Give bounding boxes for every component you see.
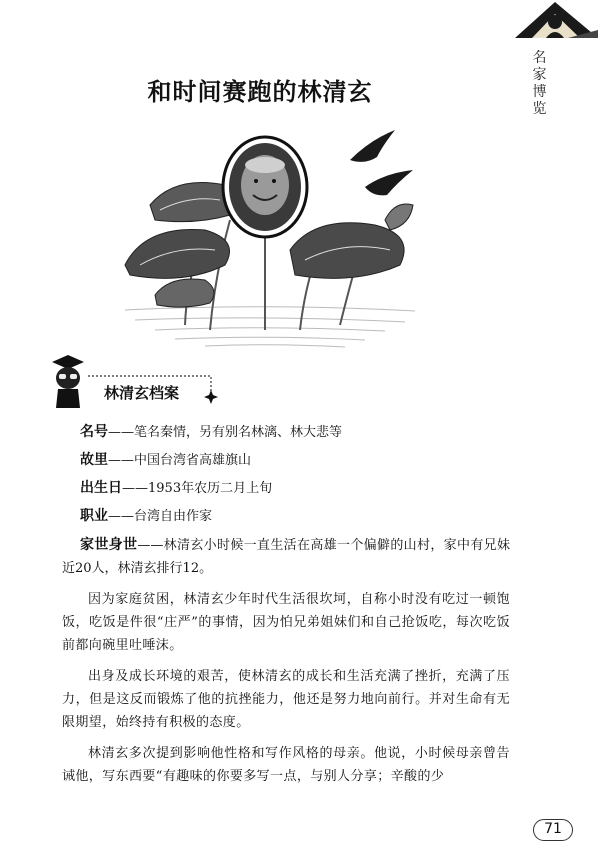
profile-heading: 林清玄档案 [104, 384, 180, 402]
article-body [62, 422, 510, 796]
graduate-mascot-icon [48, 352, 88, 410]
scholar-corner-decoration [510, 0, 600, 40]
page-title: 和时间赛跑的林清玄 [147, 78, 373, 106]
field-value: ——中国台湾省高雄旗山 [108, 453, 252, 468]
lotus-portrait-illustration [115, 125, 420, 350]
page-number: 71 [533, 819, 573, 841]
section-label-char: 博 [532, 84, 548, 100]
body-paragraph: 出身及成长环境的艰苦，使林清玄的成长和生活充满了挫折，充满了压力，但是这反而锻炼了他的抗挫能力，他还是努力地向前行。并对生命有无限期望，始终持有积极的态度。 [62, 669, 510, 730]
field-label: 出生日 [80, 480, 122, 496]
portrait-frame [223, 137, 307, 237]
field-label: 职业 [80, 508, 108, 524]
field-value: ——林清玄小时候一直生活在高雄一个偏僻的山村，家中有兄妹近20人，林清玄排行12。 [62, 538, 510, 576]
section-label-char: 家 [532, 67, 548, 83]
lotus-leaf-small [155, 279, 214, 307]
profile-field-birthdate [80, 478, 510, 499]
four-point-star-icon [204, 390, 218, 404]
lotus-leaf-left-mid [125, 229, 230, 278]
lotus-leaf-right [290, 223, 404, 279]
field-label: 故里 [80, 452, 108, 468]
field-value: ——1953年农历二月上旬 [122, 481, 273, 496]
lotus-flower [385, 204, 413, 230]
profile-field-occupation [80, 506, 510, 527]
profile-field-alias [80, 422, 510, 443]
profile-field-family-background [62, 534, 510, 580]
body-paragraph: 因为家庭贫困，林清玄少年时代生活很坎坷，自称小时没有吃过一顿饱饭，吃饭是件很“庄严”的事情，因为怕兄弟姐妹们和自己抢饭吃，每次吃饭前都向碗里吐唾沫。 [62, 592, 510, 653]
profile-section-header [48, 352, 228, 410]
section-label [525, 50, 555, 118]
body-paragraph: 林清玄多次提到影响他性格和写作风格的母亲。他说，小时候母亲曾告诫他，写东西要“有趣味的你要多写一点，与别人分享；辛酸的少 [62, 746, 510, 784]
profile-field-hometown [80, 450, 510, 471]
section-label-char: 名 [532, 50, 548, 66]
section-label-char: 览 [532, 101, 548, 117]
field-value: ——台湾自由作家 [108, 509, 213, 524]
water-lines [125, 307, 415, 347]
field-label: 家世身世 [80, 537, 138, 553]
field-label: 名号 [80, 424, 108, 440]
field-value: ——笔名秦情，另有别名林漓、林大悲等 [108, 425, 343, 440]
bird-icon [350, 130, 413, 195]
